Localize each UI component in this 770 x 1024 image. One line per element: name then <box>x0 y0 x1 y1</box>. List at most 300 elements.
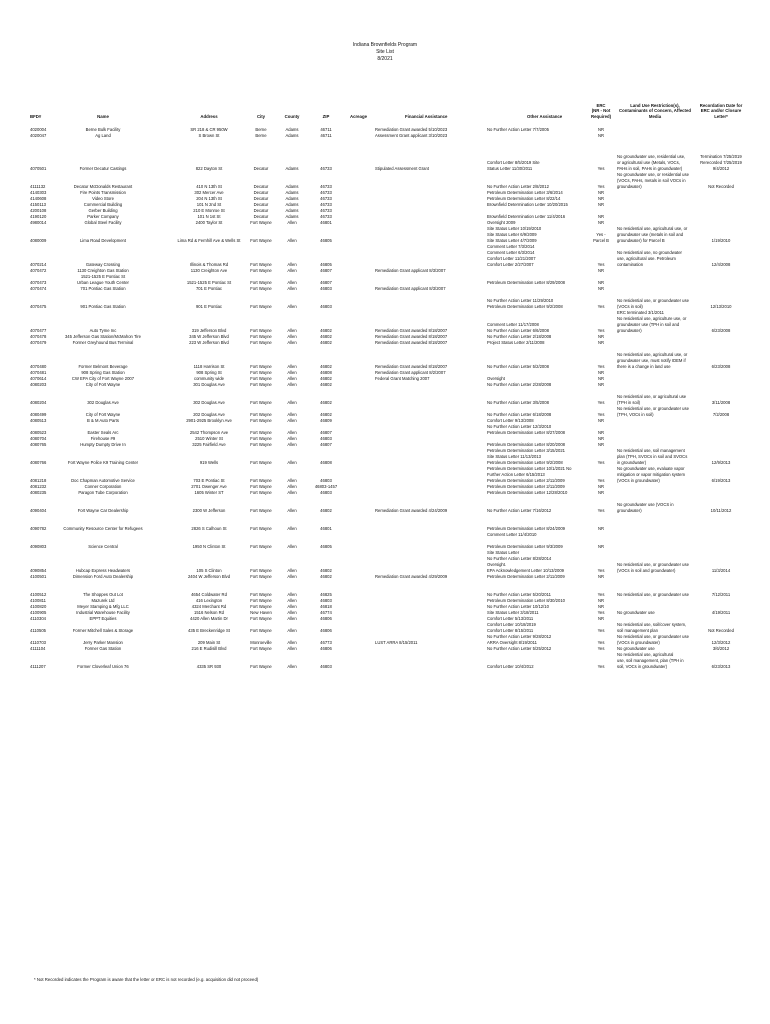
cell-other: EPA Acknowledgement Letter 10/13/2009 <box>487 568 564 573</box>
cell-county: Allen <box>287 490 297 495</box>
cell-zip: 46802 <box>320 568 332 573</box>
cell-zip: 46803 <box>320 490 332 495</box>
cell-county: Allen <box>287 430 297 435</box>
cell-zip: 46733 <box>320 196 332 201</box>
cell-name: 1130 Creighton Gas Station <box>77 268 129 273</box>
cell-other: No Further Action Letter 6/18/2008 <box>487 412 552 417</box>
cell-address: 2400 Taylor St <box>195 220 223 225</box>
cell-bfd: 4080009 <box>30 238 47 243</box>
cell-address: 2300 W Jefferson <box>192 508 226 513</box>
cell-recordation: 7/2/2008 <box>712 412 730 417</box>
cell-land-use: No groundwater use, or residential use <box>617 172 689 177</box>
cell-other: No Further Action Letter 7/7/2005 <box>487 127 549 132</box>
cell-bfd: 4980014 <box>30 220 47 225</box>
cell-land-use: groundwater use, must notify IDEM if <box>617 358 686 363</box>
cell-county: Adams <box>285 127 299 132</box>
cell-city: Fort Wayne <box>250 304 272 309</box>
cell-erc: NR <box>597 196 605 201</box>
cell-name: 1521-1525 E Pontiac St <box>80 274 126 279</box>
cell-other: No Further Action Letter 5/25/2012 <box>487 646 552 651</box>
cell-city: Fort Wayne <box>250 286 272 291</box>
cell-erc: Yes <box>597 568 605 573</box>
cell-name: Meyer Stamping & Mfg LLC <box>77 604 129 609</box>
cell-name: CW EPA City of Fort Wayne 2007 <box>71 376 135 381</box>
cell-land-use: (VOCs in soil and groundwater) <box>617 568 676 573</box>
cell-financial: Remediation Grant awarded 8/18/2007 <box>375 334 448 339</box>
cell-address: 4335 SR 930 <box>196 664 222 669</box>
cell-city: Fort Wayne <box>250 238 272 243</box>
cell-name: City of Fort Wayne <box>85 412 121 417</box>
cell-recordation: 12/4/2008 <box>711 262 731 267</box>
cell-address: 209 Main St <box>197 640 221 645</box>
cell-county: Allen <box>287 592 297 597</box>
cell-city: Fort Wayne <box>250 664 272 669</box>
cell-other: Petroleum Determination Letter 8/22/14 <box>487 196 561 201</box>
cell-land-use: (TPH, VOCs in soil) <box>617 412 654 417</box>
cell-other: No Further Action Letter 10/12/10 <box>487 604 549 609</box>
cell-city: Fort Wayne <box>250 262 272 267</box>
table-row <box>0 508 770 514</box>
cell-name: Decatur McDonalds Restaurant <box>73 184 133 189</box>
cell-county: Allen <box>287 262 297 267</box>
cell-erc: Parcel B <box>593 238 609 243</box>
cell-city: Decatur <box>253 166 269 171</box>
cell-address: 701 E Pontiac <box>195 286 223 291</box>
cell-name: The Shoppes Out Lot <box>83 592 123 597</box>
cell-land-use: No residential use, or groundwater use <box>617 298 689 303</box>
cell-other: Petroleum Determination Letter 3/6/2014 <box>487 190 563 195</box>
cell-county: Allen <box>287 412 297 417</box>
cell-county: Adams <box>285 133 299 138</box>
cell-address: 301 Douglas Ave <box>193 382 225 387</box>
cell-name: 901 Pontiac Gas Station <box>80 304 126 309</box>
cell-city: Fort Wayne <box>250 430 272 435</box>
cell-erc: NR <box>597 382 605 387</box>
table-row <box>0 574 770 580</box>
cell-other: Site Status Letter 6/9/2009 <box>487 232 537 237</box>
cell-address: 210 E Monroe St <box>193 208 225 213</box>
cell-erc: NR <box>597 334 605 339</box>
cell-erc: NR <box>597 202 605 207</box>
col-header-recordation-line2: ERC and/or Closure <box>700 108 742 114</box>
cell-erc: Yes <box>597 166 605 171</box>
cell-zip: 46802 <box>320 376 332 381</box>
cell-name: Jerry Parker Mansion <box>83 640 123 645</box>
cell-zip: 46802 <box>320 334 332 339</box>
col-header-city: City <box>256 114 266 119</box>
cell-bfd: 4080704 <box>30 436 47 441</box>
cell-city: Fort Wayne <box>250 574 272 579</box>
cell-city: Fort Wayne <box>250 418 272 423</box>
cell-land-use: (VOCs, PAHs, metals in soil VOCs in <box>617 178 686 183</box>
cell-name: Gateway Crossing <box>85 262 121 267</box>
cell-name: Community Resource Center for Refugees <box>63 526 143 531</box>
cell-name: Industrial Warehouse Facility <box>76 610 130 615</box>
cell-name: 302 Douglas Ave <box>87 400 119 405</box>
cell-city: Fort Wayne <box>250 628 272 633</box>
cell-county: Adams <box>285 196 299 201</box>
cell-other: Comfort Letter 11/21/2007 <box>487 256 536 261</box>
cell-name: Firehouse #9 <box>90 436 116 441</box>
cell-other: Status Letter 11/30/2011 <box>487 166 533 171</box>
cell-other: Oversight <box>487 376 505 381</box>
cell-county: Allen <box>287 382 297 387</box>
cell-recordation: 12/13/2010 <box>710 304 732 309</box>
cell-erc: NR <box>597 574 605 579</box>
cell-financial: Stipulated Assessment Grant <box>375 166 429 171</box>
cell-address: Lima Rd & Fernhill Ave & Wells St <box>177 238 241 243</box>
cell-city: Fort Wayne <box>250 616 272 621</box>
cell-other: Comment Letter 6/3/2014 <box>487 250 535 255</box>
cell-bfd: 4080513 <box>30 418 47 423</box>
cell-erc: NR <box>597 268 605 273</box>
cell-other: Oversight 2009 <box>487 220 516 225</box>
cell-city: Fort Wayne <box>250 598 272 603</box>
cell-bfd: 4100820 <box>30 604 47 609</box>
cell-name: Berne Bulk Facility <box>85 127 121 132</box>
cell-city: Fort Wayne <box>250 604 272 609</box>
cell-land-use: in groundwater) <box>617 460 647 465</box>
cell-county: Allen <box>287 544 297 549</box>
cell-city: Decatur <box>253 202 269 207</box>
cell-bfd: 4110505 <box>30 628 46 633</box>
cell-other: No Further Action Letter 11/29/2010 <box>487 298 554 303</box>
cell-county: Adams <box>285 184 299 189</box>
cell-zip: 46733 <box>320 184 332 189</box>
col-header-bfd: BFD# <box>30 114 42 119</box>
cell-erc: NR <box>597 616 605 621</box>
cell-zip: 46809 <box>320 418 332 423</box>
cell-name: Video Store <box>92 196 114 201</box>
col-header-erc-line2: (NR - Not <box>591 108 611 114</box>
cell-address: community wide <box>193 376 225 381</box>
cell-address: 901 E Pontiac <box>195 304 223 309</box>
cell-other: Petroleum Determination Letter 2/11/2009 <box>487 574 565 579</box>
cell-county: Allen <box>287 220 297 225</box>
cell-zip: 46805 <box>320 262 332 267</box>
cell-zip: 46801 <box>320 220 332 225</box>
col-header-other: Other Assistance <box>527 114 563 119</box>
cell-address: 4324 Merchant Rd <box>191 604 227 609</box>
cell-address: 435 E Breckenridge St <box>188 628 230 633</box>
cell-address: 4654 Coldwater Rd <box>191 592 227 597</box>
cell-other: Brownfield Determination Letter 11/4/2016 <box>487 214 566 219</box>
cell-other: No Further Action Letter 12/3/2010 <box>487 424 552 429</box>
cell-zip: 46806 <box>320 646 332 651</box>
cell-city: Fort Wayne <box>250 436 272 441</box>
cell-zip: 46807 <box>320 442 332 447</box>
cell-other: Site Status Letter 11/13/2013 <box>487 454 541 459</box>
col-header-recordation-line3: Letter* <box>714 113 728 119</box>
cell-erc: Yes <box>597 364 605 369</box>
cell-address: Illinois & Thomas Rd <box>189 262 229 267</box>
cell-address: 319 Jefferson Blvd <box>191 328 227 333</box>
cell-land-use: No groundwater use, evaluate vapor <box>617 466 685 471</box>
table-row <box>0 490 770 496</box>
cell-county: Allen <box>287 304 297 309</box>
cell-name: Former Greyhound Bus Terminal <box>72 340 134 345</box>
col-header-erc-line3: Required) <box>590 113 612 119</box>
cell-county: Allen <box>287 418 297 423</box>
cell-name: Former Mitchell Sales & Storage <box>72 628 134 633</box>
cell-other: Petroleum Determination Letter 3/15/2021 <box>487 448 565 453</box>
cell-city: Fort Wayne <box>250 382 272 387</box>
cell-erc: Yes <box>597 460 605 465</box>
cell-recordation: 6/23/2008 <box>711 364 731 369</box>
cell-land-use: groundwater) <box>617 184 642 189</box>
cell-land-use: groundwater) for Parcel B <box>617 238 665 243</box>
cell-erc: Yes - <box>596 232 606 237</box>
cell-land-use: No residential use, or groundwater use <box>617 592 689 597</box>
cell-name: Fort Wayne Car Dealership <box>77 508 129 513</box>
cell-zip: 46802 <box>320 400 332 405</box>
cell-city: Decatur <box>253 208 269 213</box>
cell-erc: NR <box>597 430 605 435</box>
cell-erc: NR <box>597 484 605 489</box>
table-row <box>0 133 770 139</box>
cell-name: 701 Pontiac Gas Station <box>80 286 126 291</box>
cell-county: Allen <box>287 628 297 633</box>
cell-address: 2826 S Calhoun St <box>191 526 227 531</box>
cell-address: 216 E Rudisill Blvd <box>191 646 227 651</box>
col-header-land-use-line2: Contaminants of Concern, Affected <box>619 108 691 114</box>
cell-address: 1521-1525 E Pontiac St <box>186 280 232 285</box>
col-header-name: Name <box>97 114 109 119</box>
cell-other: Comfort Letter 8/5/2019 Site <box>487 160 540 165</box>
cell-bfd: 4070614 <box>30 376 47 381</box>
cell-land-use: No groundwater use, residential use, <box>617 154 686 159</box>
cell-recordation: 10/11/2012 <box>710 508 732 513</box>
cell-county: Allen <box>287 640 297 645</box>
cell-bfd: 4111207 <box>30 664 46 669</box>
cell-name: Fire Points Transmission <box>80 190 126 195</box>
cell-city: Fort Wayne <box>250 478 272 483</box>
cell-name: Former Decatur Castings <box>79 166 127 171</box>
cell-bfd: 4150113 <box>30 202 46 207</box>
cell-city: Fort Wayne <box>250 526 272 531</box>
cell-recordation: 3/6/2012 <box>712 646 730 651</box>
cell-bfd: 4100512 <box>30 592 47 597</box>
cell-county: Allen <box>287 460 297 465</box>
cell-name: Auto Tyme Inc <box>89 328 117 333</box>
cell-city: Fort Wayne <box>250 592 272 597</box>
cell-erc: NR <box>597 133 605 138</box>
col-header-address: Address <box>200 114 218 119</box>
cell-bfd: 4070480 <box>30 364 47 369</box>
cell-name: Commercial Building <box>83 202 123 207</box>
cell-recordation: 11/3/2014 <box>711 568 731 573</box>
cell-zip: 46807 <box>320 268 332 273</box>
cell-zip: 46803 <box>320 478 332 483</box>
cell-county: Allen <box>287 508 297 513</box>
cell-other: ARRA Oversight 8/19/2011 <box>487 640 537 645</box>
cell-zip: 46801 <box>320 526 332 531</box>
cell-land-use: mitigation or vapor mitigation system <box>617 472 685 477</box>
cell-land-use: No residential use, agricultural <box>617 652 674 657</box>
cell-name: Mazurek Ltd <box>91 598 115 603</box>
cell-erc: Yes <box>597 328 605 333</box>
cell-city: Fort Wayne <box>250 460 272 465</box>
cell-other: Project Status Letter 2/11/2008 <box>487 340 545 345</box>
cell-land-use: groundwater) <box>617 508 642 513</box>
table-row <box>0 664 770 670</box>
cell-other: No Further Action Letter 6/6/2008 <box>487 328 549 333</box>
cell-zip: 46733 <box>320 202 332 207</box>
col-header-land-use-line3: Media <box>648 113 662 119</box>
cell-other: Site Status Letter 10/19/2010 <box>487 226 542 231</box>
col-header-financial: Financial Assistance <box>405 114 448 119</box>
cell-bfd: 4070474 <box>30 286 47 291</box>
cell-address: 703 E Pontiac St <box>193 478 225 483</box>
cell-other: Further Action Letter 6/15/2013 <box>487 472 545 477</box>
cell-zip: 46802 <box>320 340 332 345</box>
cell-city: Fort Wayne <box>250 412 272 417</box>
cell-zip: 46806 <box>320 628 332 633</box>
cell-city: Fort Wayne <box>250 340 272 345</box>
cell-other: Petroleum Determination Letter 8/24/2009 <box>487 526 565 531</box>
cell-other: Comfort Letter 5/13/2011 <box>487 616 534 621</box>
cell-address: 410 N 13th St <box>196 184 222 189</box>
document-date: 8/2021 <box>377 56 393 62</box>
cell-address: 223 W Jefferson Blvd <box>189 340 229 345</box>
cell-bfd: 4190120 <box>30 214 47 219</box>
cell-recordation: Rerecorded 7/25/2019 <box>700 160 742 165</box>
cell-erc: Yes <box>597 304 605 309</box>
cell-county: Adams <box>285 214 299 219</box>
cell-address: 908 Spring St <box>196 370 222 375</box>
cell-bfd: 4070472 <box>30 268 47 273</box>
cell-bfd: 4090782 <box>30 526 47 531</box>
cell-address: 202 Douglas Ave <box>193 412 225 417</box>
cell-address: 822 Dayton St <box>195 166 223 171</box>
cell-bfd: 4080204 <box>30 400 47 405</box>
cell-recordation: 4/19/2011 <box>711 610 731 615</box>
table-row <box>0 340 770 346</box>
cell-erc: NR <box>597 526 605 531</box>
cell-other: No Further Action Letter 8/28/2014 <box>487 556 552 561</box>
document-subtitle: Site List <box>376 49 394 55</box>
cell-other: Comfort Letter 10/18/2019 <box>487 622 536 627</box>
cell-land-use: contamination <box>617 262 644 267</box>
cell-zip: 46802 <box>320 508 332 513</box>
cell-erc: NR <box>597 286 605 291</box>
cell-address: 345 W Jefferson Blvd <box>189 334 229 339</box>
cell-land-use: groundwater use (metals in soil and <box>617 232 684 237</box>
cell-name: Former Cloverleaf Union 76 <box>77 664 129 669</box>
cell-city: Decatur <box>253 184 269 189</box>
cell-erc: Yes <box>597 478 605 483</box>
cell-city: Fort Wayne <box>250 370 272 375</box>
cell-financial: Remediation Grant awarded 8/18/2007 <box>375 364 448 369</box>
cell-zip: 46806 <box>320 616 332 621</box>
cell-address: S Brown St <box>198 133 220 138</box>
cell-other: No Further Action Letter 7/16/2012 <box>487 508 552 513</box>
cell-city: Fort Wayne <box>250 490 272 495</box>
cell-bfd: 4090404 <box>30 508 47 513</box>
cell-address: 1605 Winter ST <box>194 490 224 495</box>
cell-other: Petroleum Determination Letter 8/30/2010 <box>487 598 565 603</box>
cell-bfd: 4081232 <box>30 484 47 489</box>
cell-city: Decatur <box>253 196 269 201</box>
cell-recordation: Not Recorded <box>708 628 734 633</box>
cell-name: Ag Land <box>95 133 111 138</box>
cell-erc: NR <box>597 340 605 345</box>
cell-land-use: No residential use, soil/cover system, <box>617 622 687 627</box>
col-header-land-use <box>610 103 700 119</box>
cell-bfd: 4070481 <box>30 370 47 375</box>
cell-county: Allen <box>287 328 297 333</box>
cell-land-use: ERC terminated 3/1/2011 <box>617 310 664 315</box>
cell-financial: Remediation Grant awarded 8/18/2007 <box>375 340 448 345</box>
cell-county: Allen <box>287 484 297 489</box>
cell-erc: NR <box>597 376 605 381</box>
cell-county: Allen <box>287 400 297 405</box>
cell-land-use: No residential use, or groundwater use <box>617 634 689 639</box>
col-header-acreage: Acreage <box>350 114 367 119</box>
cell-name: 908 Spring Gas Station <box>81 370 125 375</box>
table-row <box>0 532 770 538</box>
cell-land-use: PAHs in soil, PAHs in groundwater) <box>617 166 683 171</box>
cell-county: Allen <box>287 238 297 243</box>
cell-zip: 46818 <box>320 604 332 609</box>
cell-recordation: 1/19/2010 <box>711 238 731 243</box>
cell-bfd: 4100905 <box>30 610 47 615</box>
cell-address: 302 Douglas Ave <box>193 400 225 405</box>
cell-zip: 46733 <box>320 214 332 219</box>
cell-address: 2542 Thompson Ave <box>189 430 229 435</box>
cell-erc: NR <box>597 418 605 423</box>
cell-land-use: groundwater use (TPH in soil and <box>617 322 680 327</box>
cell-name: Fort Wayne Police K9 Training Center <box>67 460 139 465</box>
cell-bfd: 4080235 <box>30 490 47 495</box>
cell-zip: 46803 <box>320 286 332 291</box>
cell-bfd: 4111132 <box>30 184 46 189</box>
cell-bfd: 4070475 <box>30 304 47 309</box>
cell-address: 2701 Owenger Ave <box>191 484 227 489</box>
cell-address: 2510 Winter St <box>195 436 223 441</box>
cell-other: No Further Action Letter 2/18/2008 <box>487 334 552 339</box>
cell-other: Petroleum Determination Letter 2/11/2009 <box>487 478 565 483</box>
cell-address: 416 Lexington <box>195 598 223 603</box>
cell-financial: Remediation Grant applicant 8/3/2007 <box>375 286 446 291</box>
cell-county: Allen <box>287 574 297 579</box>
cell-city: Fort Wayne <box>250 544 272 549</box>
cell-financial: Remediation Grant awarded 4/24/2009 <box>375 508 448 513</box>
cell-erc: NR <box>597 127 605 132</box>
cell-county: Allen <box>287 268 297 273</box>
col-header-recordation-line1: Recordation Date for <box>699 103 743 108</box>
cell-zip: 46803-1457 <box>314 484 338 489</box>
cell-land-use: (VOCs in groundwater) <box>617 478 660 483</box>
cell-erc: NR <box>597 436 605 441</box>
cell-land-use: No residential use, or groundwater use <box>617 562 689 567</box>
cell-land-use: use, soil management, plan (TPH in <box>617 658 684 663</box>
cell-land-use: plan (TPH, SVOCs in soil and SVOCs <box>617 454 688 459</box>
cell-other: Site Status Letter 3/18/2011 <box>487 610 539 615</box>
cell-other: Petroleum Determination Letter 8/20/2008 <box>487 442 565 447</box>
cell-county: Allen <box>287 568 297 573</box>
cell-bfd: 4090854 <box>30 568 47 573</box>
cell-other: No Further Action Letter 5/20/2011 <box>487 592 551 597</box>
cell-other: Petroleum Determination Letter 8/29/2008 <box>487 280 565 285</box>
cell-bfd: 4200108 <box>30 208 47 213</box>
cell-zip: 46773 <box>320 640 332 645</box>
cell-land-use: (TPH in soil) <box>617 400 641 405</box>
cell-land-use: No residential use, agricultural use, or <box>617 352 688 357</box>
cell-financial: Remediation Grant awarded 4/29/2009 <box>375 574 448 579</box>
cell-bfd: 4140608 <box>30 196 47 201</box>
cell-county: Adams <box>285 166 299 171</box>
